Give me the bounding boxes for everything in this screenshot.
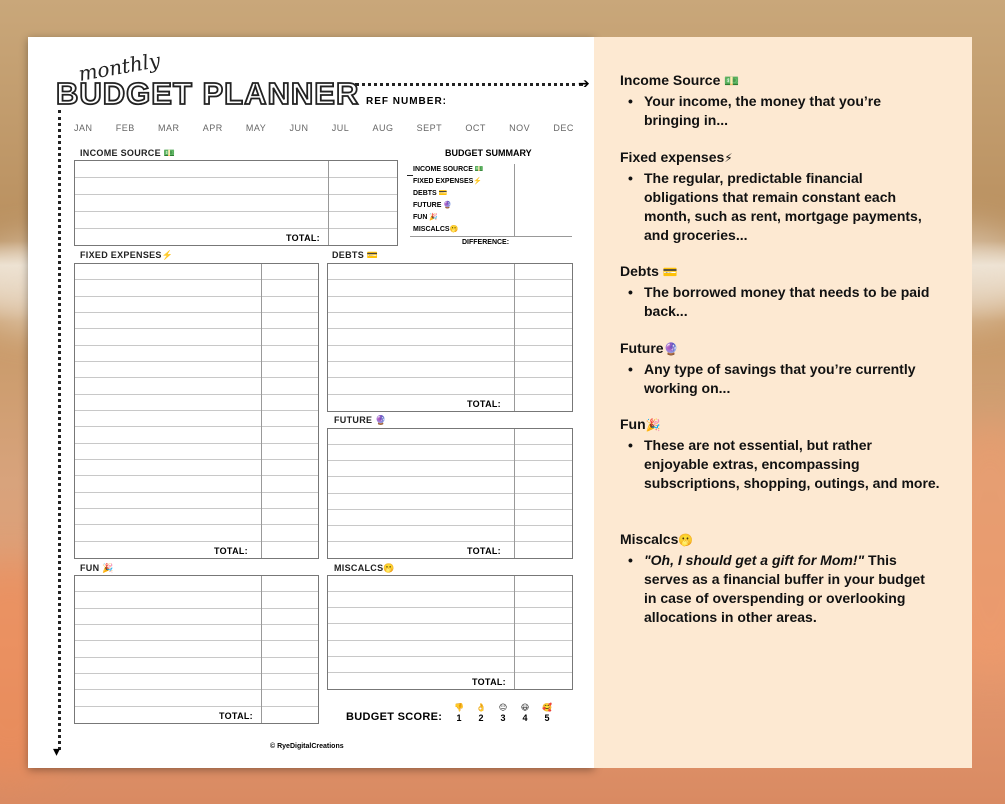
title-script: monthly	[76, 48, 162, 86]
month-aug[interactable]: AUG	[372, 123, 394, 133]
income-table[interactable]	[74, 160, 398, 246]
table-row[interactable]	[328, 461, 572, 477]
guide-text: • The regular, predictable financial obligations that remain constant each month, such as rent, mortgage payments, and groceries...	[620, 169, 940, 245]
table-row[interactable]	[75, 592, 318, 608]
guide-item-fun	[620, 415, 940, 493]
copyright-footer: © RyeDigitalCreations	[270, 743, 344, 750]
table-row[interactable]	[75, 280, 318, 296]
guide-text: • Your income, the money that you’re bringing in...	[620, 92, 940, 130]
table-row[interactable]	[75, 297, 318, 313]
table-row[interactable]	[75, 444, 318, 460]
budget-summary-title: BUDGET SUMMARY	[445, 148, 532, 158]
score-number: 1	[456, 713, 462, 723]
income-total-label: TOTAL:	[286, 233, 320, 243]
table-row[interactable]	[75, 264, 318, 280]
month-sept[interactable]: SEPT	[416, 123, 443, 133]
table-row[interactable]	[75, 346, 318, 362]
guide-panel	[594, 37, 972, 768]
table-row[interactable]	[328, 477, 572, 493]
table-row[interactable]	[75, 525, 318, 541]
table-row[interactable]	[328, 576, 572, 592]
score-option-4[interactable]	[518, 703, 532, 723]
table-row[interactable]	[75, 609, 318, 625]
table-row[interactable]	[75, 493, 318, 509]
future-label: FUTURE 🔮	[334, 415, 387, 425]
guide-text: • These are not essential, but rather enjoyable extras, encompassing subscriptions, shopping, outings, and more.	[620, 436, 940, 493]
guide-item-fixed	[620, 148, 940, 245]
table-row[interactable]	[328, 378, 572, 394]
month-jun[interactable]: JUN	[289, 123, 309, 133]
future-total-label: TOTAL:	[467, 546, 501, 556]
table-row[interactable]	[75, 576, 318, 592]
income-section-label: INCOME SOURCE 💵	[80, 148, 176, 158]
summary-item-debts: DEBTS 💳	[413, 190, 448, 197]
miscalcs-table[interactable]	[327, 575, 573, 690]
month-jul[interactable]: JUL	[331, 123, 350, 133]
table-row[interactable]	[75, 329, 318, 345]
summary-item-miscalcs: MISCALCS🫢	[413, 226, 459, 233]
month-may[interactable]: MAY	[245, 123, 267, 133]
guide-title: Income Source 💵	[620, 72, 740, 88]
table-row[interactable]	[328, 362, 572, 378]
score-number: 2	[478, 713, 484, 723]
table-row[interactable]	[75, 625, 318, 641]
table-row[interactable]	[328, 329, 572, 345]
debts-label: DEBTS 💳	[332, 250, 379, 260]
future-table[interactable]	[327, 428, 573, 559]
fixed-expenses-total-label: TOTAL:	[214, 546, 248, 556]
summary-underline	[410, 236, 572, 237]
table-row[interactable]	[328, 657, 572, 673]
month-apr[interactable]: APR	[202, 123, 223, 133]
table-row[interactable]	[75, 395, 318, 411]
fixed-expenses-table[interactable]	[74, 263, 319, 559]
score-number: 5	[544, 713, 550, 723]
planner-title: BUDGET PLANNER	[56, 76, 360, 111]
budget-summary-list	[413, 164, 484, 236]
arrow-line-horizontal	[355, 83, 583, 86]
guide-quote: "Oh, I should get a gift for Mom!"	[644, 552, 865, 568]
table-row[interactable]	[75, 427, 318, 443]
table-row[interactable]	[328, 264, 572, 280]
budget-score-label: BUDGET SCORE:	[346, 711, 443, 723]
guide-text: • Any type of savings that you’re currently working on...	[620, 360, 940, 398]
score-number: 3	[500, 713, 506, 723]
table-row[interactable]	[328, 510, 572, 526]
summary-divider	[514, 164, 515, 236]
table-row[interactable]	[75, 460, 318, 476]
table-row[interactable]	[75, 313, 318, 329]
thumbs-down-icon: 👎	[454, 703, 464, 712]
score-number: 4	[522, 713, 528, 723]
guide-text: • The borrowed money that needs to be paid back...	[620, 283, 940, 321]
credit-card-icon: 💳	[662, 265, 678, 279]
table-row[interactable]	[328, 297, 572, 313]
debts-table[interactable]	[327, 263, 573, 412]
fun-table[interactable]	[74, 575, 319, 724]
score-option-1[interactable]	[452, 703, 466, 723]
table-row[interactable]	[328, 429, 572, 445]
summary-item-fixed: FIXED EXPENSES⚡	[413, 178, 483, 185]
guide-text: • "Oh, I should get a gift for Mom!" This serves as a financial buffer in your budget in case of overspending or overlooking allocations in other areas.	[620, 551, 940, 627]
table-row[interactable]	[75, 658, 318, 674]
guide-title: Fixed expenses⚡	[620, 149, 733, 165]
fun-total-label: TOTAL:	[219, 711, 253, 721]
table-row[interactable]	[328, 641, 572, 657]
table-row[interactable]	[75, 362, 318, 378]
guide-title: Future🔮	[620, 340, 679, 356]
table-row[interactable]	[75, 641, 318, 657]
table-row[interactable]	[328, 526, 572, 542]
party-popper-icon: 🎉	[645, 418, 661, 432]
table-row[interactable]	[75, 476, 318, 492]
budget-score-options	[452, 703, 554, 723]
month-nov[interactable]: NOV	[509, 123, 531, 133]
miscalcs-label: MISCALCS🫢	[334, 563, 395, 573]
guide-item-future	[620, 339, 940, 398]
arrow-line-vertical	[58, 110, 61, 750]
month-mar[interactable]: MAR	[157, 123, 180, 133]
table-row[interactable]	[75, 378, 318, 394]
table-row[interactable]	[328, 592, 572, 608]
arrow-down-icon: ▾	[53, 744, 61, 760]
summary-item-fun: FUN 🎉	[413, 214, 439, 221]
month-dec[interactable]: DEC	[553, 123, 574, 133]
neutral-face-icon: 😐	[498, 703, 508, 712]
table-row[interactable]	[75, 411, 318, 427]
summary-item-future: FUTURE 🔮	[413, 202, 453, 209]
summary-item-income: INCOME SOURCE 💵	[413, 166, 484, 173]
table-row[interactable]	[75, 509, 318, 525]
guide-title: Fun🎉	[620, 416, 661, 432]
table-row[interactable]	[328, 346, 572, 362]
score-option-2[interactable]	[474, 703, 488, 723]
money-icon: 💵	[724, 74, 740, 88]
month-selector	[74, 123, 574, 133]
smile-face-icon: 😃	[520, 703, 530, 712]
miscalcs-total-label: TOTAL:	[472, 677, 506, 687]
table-row[interactable]	[75, 690, 318, 706]
ok-hand-icon: 👌	[476, 703, 486, 712]
month-feb[interactable]: FEB	[115, 123, 135, 133]
arrow-right-icon: ➔	[578, 76, 590, 92]
table-row[interactable]	[328, 624, 572, 640]
guide-item-income	[620, 71, 940, 130]
table-row[interactable]	[328, 445, 572, 461]
table-row[interactable]	[328, 280, 572, 296]
ref-number-label: REF NUMBER:	[366, 96, 447, 107]
guide-item-miscalcs	[620, 530, 940, 627]
hand-over-mouth-icon: 🫢	[678, 533, 694, 547]
guide-item-debts	[620, 262, 940, 321]
score-option-3[interactable]	[496, 703, 510, 723]
table-row[interactable]	[328, 313, 572, 329]
crystal-ball-icon: 🔮	[663, 342, 679, 356]
guide-title: Miscalcs🫢	[620, 531, 694, 547]
debts-total-label: TOTAL:	[467, 399, 501, 409]
table-row[interactable]	[328, 608, 572, 624]
table-row[interactable]	[328, 494, 572, 510]
fixed-expenses-label: FIXED EXPENSES⚡	[80, 250, 174, 260]
score-option-5[interactable]	[540, 703, 554, 723]
table-row[interactable]	[75, 674, 318, 690]
fun-label: FUN 🎉	[80, 563, 114, 573]
month-jan[interactable]: JAN	[74, 123, 93, 133]
month-oct[interactable]: OCT	[465, 123, 486, 133]
heart-face-icon: 🥰	[542, 703, 552, 712]
lightning-icon: ⚡	[724, 151, 733, 165]
difference-label: DIFFERENCE:	[462, 239, 510, 246]
guide-title: Debts 💳	[620, 263, 678, 279]
